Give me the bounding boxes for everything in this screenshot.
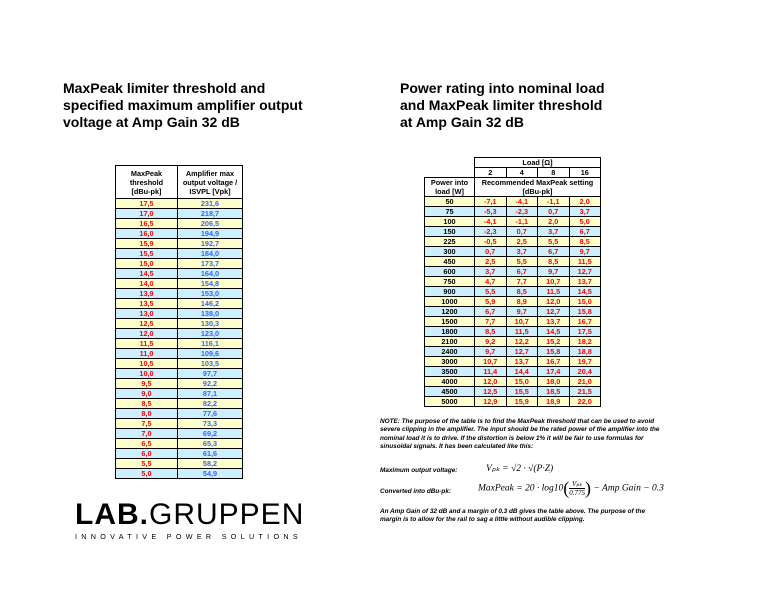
voltage-cell: 58,2 [178, 459, 243, 469]
setting-cell: 2,0 [569, 197, 601, 207]
voltage-cell: 61,6 [178, 449, 243, 459]
table-row [425, 217, 601, 227]
setting-cell: 9,7 [538, 267, 570, 277]
table-row [425, 227, 601, 237]
table-row [425, 237, 601, 247]
setting-cell: 20,4 [569, 367, 601, 377]
setting-cell: 8,5 [475, 327, 507, 337]
voltage-cell: 109,6 [178, 349, 243, 359]
setting-cell: 8,9 [506, 297, 538, 307]
table-row [116, 199, 243, 209]
setting-cell: 9,2 [475, 337, 507, 347]
table-row [116, 429, 243, 439]
setting-cell: 9,7 [569, 247, 601, 257]
setting-cell: 13,7 [506, 357, 538, 367]
table-row [425, 347, 601, 357]
setting-cell: 17,5 [569, 327, 601, 337]
threshold-cell: 15,9 [116, 239, 178, 249]
threshold-cell: 11,5 [116, 339, 178, 349]
threshold-cell: 5,0 [116, 469, 178, 479]
threshold-cell: 17,0 [116, 209, 178, 219]
table-row [425, 377, 601, 387]
power-cell: 3500 [425, 367, 475, 377]
voltage-cell: 173,7 [178, 259, 243, 269]
threshold-cell: 10,5 [116, 359, 178, 369]
setting-cell: 15,9 [506, 397, 538, 407]
table-row [425, 197, 601, 207]
left-title-line: MaxPeak limiter threshold and [63, 80, 266, 96]
left-title-line: specified maximum amplifier output [63, 97, 303, 113]
voltage-cell: 130,3 [178, 319, 243, 329]
threshold-cell: 9,5 [116, 379, 178, 389]
table-row [116, 469, 243, 479]
voltage-cell: 65,3 [178, 439, 243, 449]
setting-cell: 12,2 [506, 337, 538, 347]
logo-wordmark: LAB.GRUPPEN [75, 498, 305, 531]
table-row [116, 379, 243, 389]
max-voltage-label: Maximum output voltage: [380, 467, 458, 474]
power-cell: 4500 [425, 387, 475, 397]
threshold-cell: 8,0 [116, 409, 178, 419]
power-cell: 2100 [425, 337, 475, 347]
power-cell: 1500 [425, 317, 475, 327]
setting-cell: 5,5 [506, 257, 538, 267]
setting-cell: 4,7 [475, 277, 507, 287]
power-cell: 2400 [425, 347, 475, 357]
threshold-cell: 16,0 [116, 229, 178, 239]
setting-cell: 9,7 [475, 347, 507, 357]
power-cell: 225 [425, 237, 475, 247]
setting-cell: 15,0 [569, 297, 601, 307]
voltage-cell: 116,1 [178, 339, 243, 349]
setting-cell: 3,7 [538, 227, 570, 237]
table-row [116, 319, 243, 329]
power-cell: 750 [425, 277, 475, 287]
dbu-formula-rhs: − Amp Gain − 0.3 [593, 483, 664, 494]
setting-cell: 2,5 [506, 237, 538, 247]
setting-cell: -5,3 [475, 207, 507, 217]
setting-cell: 12,7 [538, 307, 570, 317]
table-row [425, 287, 601, 297]
setting-cell: 21,5 [569, 387, 601, 397]
right-title [400, 80, 640, 131]
setting-cell: 12,5 [475, 387, 507, 397]
power-cell: 1800 [425, 327, 475, 337]
voltage-cell: 123,0 [178, 329, 243, 339]
table-row [425, 397, 601, 407]
setting-cell: 8,5 [569, 237, 601, 247]
setting-cell: 10,7 [538, 277, 570, 287]
voltage-cell: 92,2 [178, 379, 243, 389]
dbu-formula: MaxPeak = 20 · log10( $\frac{\text{Vₚₖ}}{0.775}$ ) − Amp Gain − 0.3 [478, 478, 664, 498]
load-value: 8 [538, 168, 570, 178]
setting-cell: 10,7 [506, 317, 538, 327]
converted-label: Converted into dBu-pk: [380, 488, 452, 495]
setting-cell: 12,7 [569, 267, 601, 277]
table-row [116, 439, 243, 449]
power-cell: 50 [425, 197, 475, 207]
setting-cell: 5,5 [475, 287, 507, 297]
footer-note [380, 508, 695, 525]
voltage-cell: 184,0 [178, 249, 243, 259]
setting-cell: 21,0 [569, 377, 601, 387]
table-row [116, 259, 243, 269]
setting-header: Recommended MaxPeak setting [dBu-pk] [475, 178, 601, 197]
setting-cell: 19,7 [569, 357, 601, 367]
setting-cell: -4,1 [475, 217, 507, 227]
left-title-line: voltage at Amp Gain 32 dB [63, 114, 240, 130]
voltage-cell: 73,3 [178, 419, 243, 429]
voltage-cell: 87,1 [178, 389, 243, 399]
threshold-cell: 6,0 [116, 449, 178, 459]
power-cell: 3000 [425, 357, 475, 367]
setting-cell: 8,5 [506, 287, 538, 297]
setting-cell: 11,5 [538, 287, 570, 297]
setting-cell: -2,3 [475, 227, 507, 237]
power-cell: 450 [425, 257, 475, 267]
table-row [425, 297, 601, 307]
setting-cell: 15,2 [538, 337, 570, 347]
setting-cell: 3,7 [569, 207, 601, 217]
setting-cell: 6,7 [475, 307, 507, 317]
power-cell: 100 [425, 217, 475, 227]
table-row [116, 209, 243, 219]
setting-cell: 22,0 [569, 397, 601, 407]
threshold-header: MaxPeak threshold [dBu-pk] [116, 166, 178, 199]
table-row [116, 289, 243, 299]
power-cell: 300 [425, 247, 475, 257]
threshold-cell: 10,0 [116, 369, 178, 379]
threshold-cell: 17,5 [116, 199, 178, 209]
setting-cell: 2,0 [538, 217, 570, 227]
table-row [425, 327, 601, 337]
table-row [116, 369, 243, 379]
voltage-cell: 97,7 [178, 369, 243, 379]
right-title-line: Power rating into nominal load [400, 80, 605, 96]
table-row [425, 367, 601, 377]
setting-cell: 18,2 [569, 337, 601, 347]
voltage-cell: 194,9 [178, 229, 243, 239]
note-line: severe clipping in the amplifier. The input should be the rated power of the amplifier into the [380, 426, 660, 434]
table-row [116, 359, 243, 369]
setting-cell: 14,5 [538, 327, 570, 337]
table-row [116, 409, 243, 419]
note-text [380, 418, 695, 451]
threshold-cell: 12,5 [116, 319, 178, 329]
table-row [425, 307, 601, 317]
setting-cell: 3,7 [506, 247, 538, 257]
setting-cell: -2,3 [506, 207, 538, 217]
table-row [116, 419, 243, 429]
power-header: Power into load [W] [425, 178, 475, 197]
table-row [116, 219, 243, 229]
load-value: 2 [475, 168, 507, 178]
threshold-cell: 12,0 [116, 329, 178, 339]
dbu-formula-denominator: 0.775 [569, 489, 586, 497]
voltage-cell: 154,8 [178, 279, 243, 289]
voltage-cell: 54,9 [178, 469, 243, 479]
power-cell: 600 [425, 267, 475, 277]
voltage-cell: 231,6 [178, 199, 243, 209]
setting-cell: 14,4 [506, 367, 538, 377]
setting-cell: 7,7 [475, 317, 507, 327]
left-title [63, 80, 333, 131]
table-row [116, 239, 243, 249]
threshold-cell: 13,9 [116, 289, 178, 299]
setting-cell: 3,7 [475, 267, 507, 277]
setting-cell: 12,0 [475, 377, 507, 387]
power-threshold-table [424, 157, 601, 407]
table-row [116, 399, 243, 409]
setting-cell: 0,7 [538, 207, 570, 217]
setting-cell: 15,8 [569, 307, 601, 317]
table-row [425, 267, 601, 277]
setting-cell: 12,9 [475, 397, 507, 407]
lab-gruppen-logo [75, 500, 304, 541]
table-row [116, 279, 243, 289]
voltage-cell: 164,0 [178, 269, 243, 279]
setting-cell: 5,9 [475, 297, 507, 307]
footer-line: margin is to allow for the rail to sag a little without audible clipping. [380, 516, 585, 524]
setting-cell: 12,7 [506, 347, 538, 357]
power-cell: 900 [425, 287, 475, 297]
threshold-cell: 13,5 [116, 299, 178, 309]
threshold-cell: 11,0 [116, 349, 178, 359]
setting-cell: -1,1 [506, 217, 538, 227]
voltage-cell: 192,7 [178, 239, 243, 249]
voltage-cell: 69,2 [178, 429, 243, 439]
table-row [116, 329, 243, 339]
threshold-cell: 13,0 [116, 309, 178, 319]
setting-cell: 11,4 [475, 367, 507, 377]
table-row [425, 277, 601, 287]
setting-cell: -1,1 [538, 197, 570, 207]
setting-cell: 15,0 [506, 377, 538, 387]
setting-cell: 8,5 [538, 257, 570, 267]
voltage-cell: 82,2 [178, 399, 243, 409]
table-row [425, 337, 601, 347]
setting-cell: 18,9 [538, 397, 570, 407]
table-row [116, 249, 243, 259]
table-row [116, 449, 243, 459]
table-row [425, 387, 601, 397]
setting-cell: 5,0 [569, 217, 601, 227]
table-row [425, 207, 601, 217]
threshold-cell: 7,0 [116, 429, 178, 439]
setting-cell: 12,0 [538, 297, 570, 307]
note-line: nominal load it is to drive. If the distortion is below 1% it will be fair to use formulas for [380, 434, 644, 442]
setting-cell: 11,5 [569, 257, 601, 267]
setting-cell: 13,7 [538, 317, 570, 327]
threshold-cell: 15,0 [116, 259, 178, 269]
setting-cell: 15,5 [506, 387, 538, 397]
logo-tagline: INNOVATIVE POWER SOLUTIONS [75, 532, 302, 541]
threshold-voltage-table [115, 165, 243, 479]
setting-cell: 0,7 [475, 247, 507, 257]
setting-cell: 6,7 [538, 247, 570, 257]
table-row [425, 247, 601, 257]
power-cell: 75 [425, 207, 475, 217]
power-cell: 1200 [425, 307, 475, 317]
voltage-formula: Vₚₖ = √2 · √(P·Z) [486, 464, 554, 474]
setting-cell: 11,5 [506, 327, 538, 337]
power-cell: 1000 [425, 297, 475, 307]
note-line: sinusoidal signals. It has been calculated like this: [380, 442, 534, 450]
setting-cell: 9,7 [506, 307, 538, 317]
threshold-cell: 15,5 [116, 249, 178, 259]
voltage-cell: 206,5 [178, 219, 243, 229]
setting-cell: 18,5 [538, 387, 570, 397]
threshold-cell: 14,5 [116, 269, 178, 279]
setting-cell: 16,7 [538, 357, 570, 367]
voltage-cell: 77,6 [178, 409, 243, 419]
threshold-cell: 9,0 [116, 389, 178, 399]
table-row [425, 257, 601, 267]
setting-cell: 14,5 [569, 287, 601, 297]
note-line: NOTE: The purpose of the table is to find the MaxPeak threshold that can be used to avoid [380, 418, 655, 425]
voltage-cell: 138,0 [178, 309, 243, 319]
threshold-cell: 7,5 [116, 419, 178, 429]
threshold-cell: 16,5 [116, 219, 178, 229]
setting-cell: 0,7 [506, 227, 538, 237]
threshold-cell: 8,5 [116, 399, 178, 409]
table-row [116, 389, 243, 399]
voltage-cell: 218,7 [178, 209, 243, 219]
table-row [425, 357, 601, 367]
setting-cell: 6,7 [569, 227, 601, 237]
setting-cell: 10,7 [475, 357, 507, 367]
setting-cell: 7,7 [506, 277, 538, 287]
load-value: 4 [506, 168, 538, 178]
setting-cell: 16,7 [569, 317, 601, 327]
threshold-cell: 5,5 [116, 459, 178, 469]
right-title-line: at Amp Gain 32 dB [400, 114, 524, 130]
setting-cell: -0,5 [475, 237, 507, 247]
table-row [116, 459, 243, 469]
load-value: 16 [569, 168, 601, 178]
load-header: Load [Ω] [475, 158, 601, 168]
setting-cell: 18,8 [569, 347, 601, 357]
setting-cell: 15,8 [538, 347, 570, 357]
setting-cell: 2,5 [475, 257, 507, 267]
power-cell: 150 [425, 227, 475, 237]
setting-cell: 17,4 [538, 367, 570, 377]
table-row [116, 229, 243, 239]
voltage-cell: 103,5 [178, 359, 243, 369]
voltage-header: Amplifier max output voltage / ISVPL [Vpk] [178, 166, 243, 199]
setting-cell: 13,7 [569, 277, 601, 287]
footer-line: An Amp Gain of 32 dB and a margin of 0.3 dB gives the table above. The purpose of the [380, 508, 646, 515]
setting-cell: 5,5 [538, 237, 570, 247]
table-row [116, 349, 243, 359]
threshold-cell: 14,0 [116, 279, 178, 289]
voltage-cell: 146,2 [178, 299, 243, 309]
setting-cell: 6,7 [506, 267, 538, 277]
table-row [116, 309, 243, 319]
setting-cell: 18,0 [538, 377, 570, 387]
dbu-formula-lhs: MaxPeak = 20 · log10 [478, 483, 564, 494]
table-row [425, 317, 601, 327]
right-title-line: and MaxPeak limiter threshold [400, 97, 603, 113]
table-row [116, 339, 243, 349]
power-cell: 4000 [425, 377, 475, 387]
dbu-formula-numerator: Vₚₖ [569, 480, 585, 489]
power-cell: 5000 [425, 397, 475, 407]
table-row [116, 269, 243, 279]
setting-cell: -7,1 [475, 197, 507, 207]
threshold-cell: 6,5 [116, 439, 178, 449]
voltage-cell: 153,0 [178, 289, 243, 299]
table-row [116, 299, 243, 309]
setting-cell: -4,1 [506, 197, 538, 207]
